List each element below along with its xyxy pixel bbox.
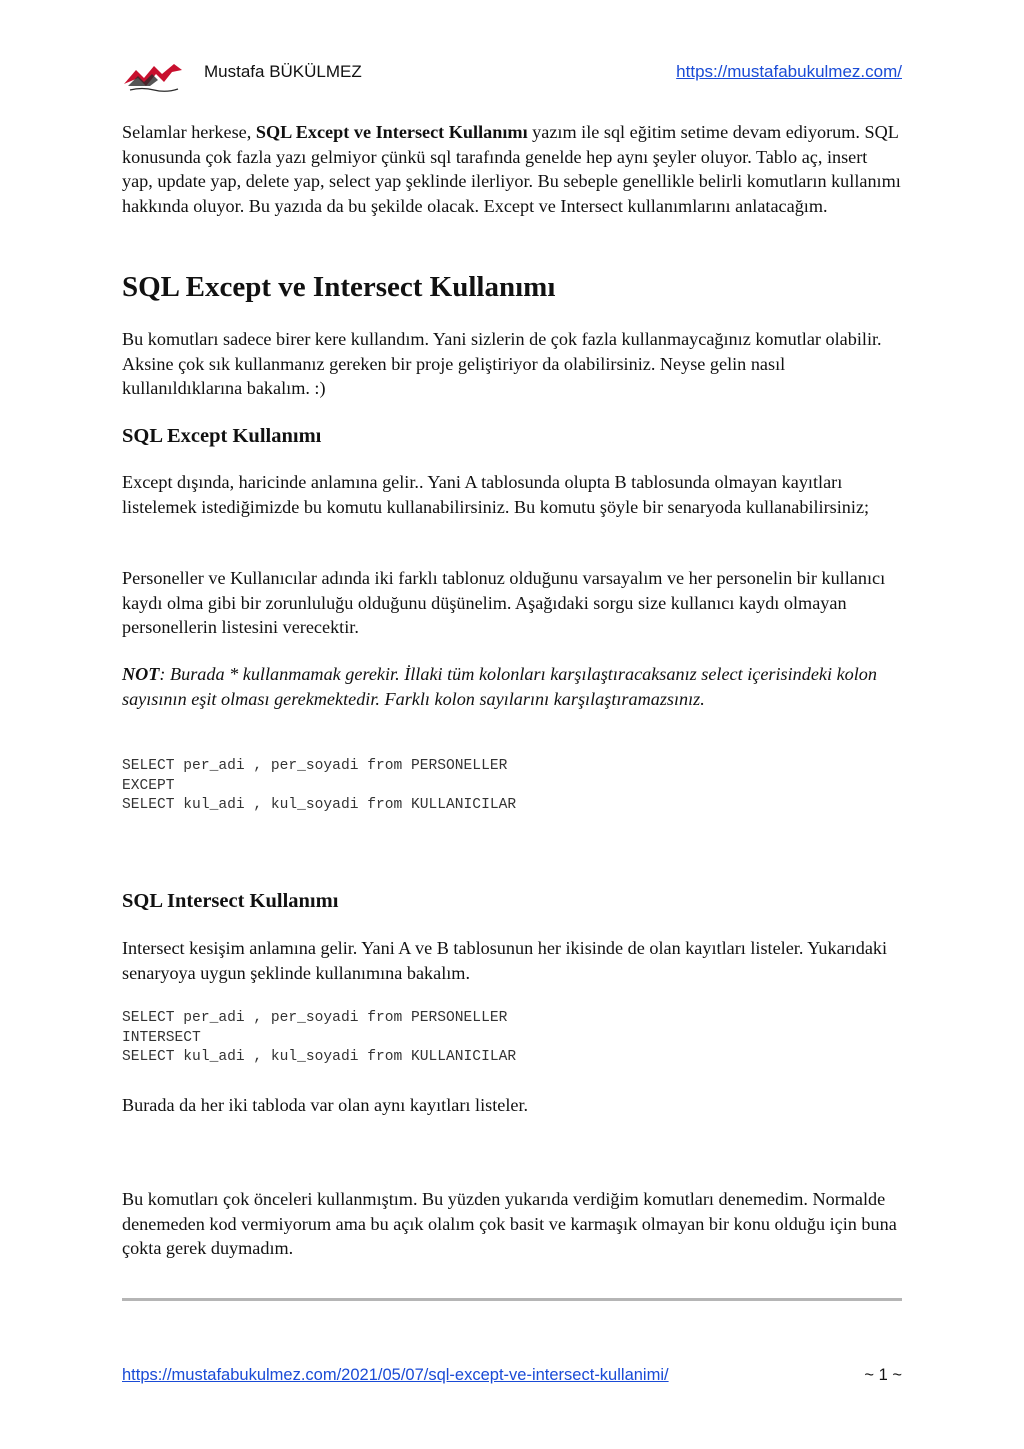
intersect-description: Intersect kesişim anlamına gelir. Yani A ve B tablosunun her ikisinde de olan kayıtları listeler. Yukarıdaki senaryoya uygun şeklinde kullanımına bakalım. bbox=[122, 938, 888, 983]
footer-divider bbox=[122, 1298, 902, 1301]
code-line: SELECT kul_adi , kul_soyadi from KULLANICILAR bbox=[122, 797, 517, 813]
intersect-code-block bbox=[122, 1009, 516, 1068]
intro-paragraph: Selamlar herkese, SQL Except ve Intersect Kullanımı yazım ile sql eğitim setime devam ediyorum. SQL konusunda çok fazla yazı gelmiyor çünkü sql tarafında genelde hep aynı şeyler oluyor. Tablo aç, insert yap, update yap, delete yap, select yap şeklinde ilerliyor. Bu sebeple genellikle belirli komutların kullanımı hakkında oluyor. Bu yazıda da bu şekilde olacak. Except ve Intersect kullanımlarını anlatacağım. bbox=[122, 122, 901, 216]
note-paragraph: NOT: Burada * kullanmamak gerekir. İllaki tüm kolonları karşılaştıracaksanız select içerisindeki kolon sayısının eşit olması gerekmektedir. Farklı kolon sayılarını karşılaştıramazsınız. bbox=[122, 664, 877, 709]
intersect-result: Burada da her iki tabloda var olan aynı kayıtları listeler. bbox=[122, 1095, 529, 1115]
intersect-heading: SQL Intersect Kullanımı bbox=[122, 890, 339, 912]
except-scenario: Personeller ve Kullanıcılar adında iki farklı tablonuz olduğunu varsayalım ve her personelin bir kullanıcı kaydı olma gibi bir zorunluluğu olduğunu düşünelim. Aşağıdaki sorgu size kullanıcı kaydı olmayan personellerin listesini verecektir. bbox=[122, 568, 886, 637]
mb-logo-icon bbox=[122, 60, 186, 94]
site-link[interactable]: https://mustafabukulmez.com/ bbox=[676, 62, 902, 81]
page-footer bbox=[122, 1366, 902, 1390]
note-label: NOT bbox=[122, 664, 160, 684]
closing-paragraph: Bu komutları çok önceleri kullanmıştım. Bu yüzden yukarıda verdiğim komutları denemedim. Normalde denemeden kod vermiyorum ama bu açık olalım çok basit ve karmaşık olmayan bir konu olduğu için buna çokta gerek duymadım. bbox=[122, 1189, 897, 1258]
code-line: EXCEPT bbox=[122, 777, 175, 794]
main-title: SQL Except ve Intersect Kullanımı bbox=[122, 271, 556, 303]
code-line: INTERSECT bbox=[122, 1029, 201, 1046]
code-line: SELECT per_adi , per_soyadi from PERSONELLER bbox=[122, 1010, 508, 1026]
author-name: Mustafa BÜKÜLMEZ bbox=[204, 62, 362, 81]
except-heading: SQL Except Kullanımı bbox=[122, 425, 322, 447]
code-line: SELECT kul_adi , kul_soyadi from KULLANICILAR bbox=[122, 1049, 517, 1065]
code-line: SELECT per_adi , per_soyadi from PERSONELLER bbox=[122, 758, 508, 774]
paragraph-usage-note: Bu komutları sadece birer kere kullandım. Yani sizlerin de çok fazla kullanmaycağınız komutlar olabilir. Aksine çok sık kullanmanız gereken bir proje geliştiriyor da olabilirsiniz. Neyse gelin nasıl kullanıldıklarına bakalım. :) bbox=[122, 329, 882, 398]
article-url-link[interactable]: https://mustafabukulmez.com/2021/05/07/sql-except-ve-intersect-kullanimi/ bbox=[122, 1366, 669, 1384]
page-number: ~ 1 ~ bbox=[864, 1366, 902, 1384]
page-header bbox=[122, 58, 902, 98]
except-code-block bbox=[122, 757, 516, 816]
intro-bold-title: SQL Except ve Intersect Kullanımı bbox=[255, 122, 528, 142]
except-description: Except dışında, haricinde anlamına gelir.. Yani A tablosunda olupta B tablosunda olmayan kayıtları listelemek istediğimizde bu komutu kullanabilirsiniz. Bu komutu şöyle bir senaryoda kullanabilirsiniz; bbox=[122, 472, 870, 517]
